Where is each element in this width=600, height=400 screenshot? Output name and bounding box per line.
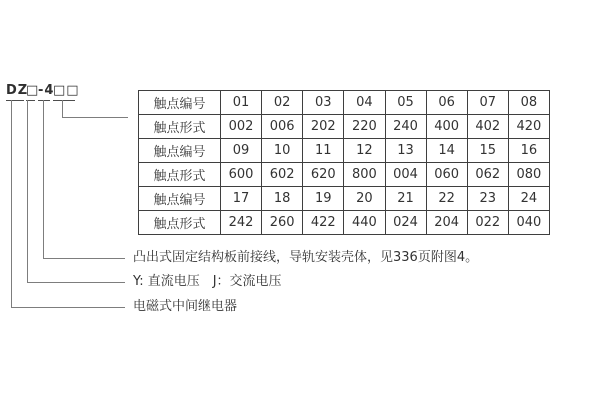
leader-hline-mounting [43, 258, 125, 259]
value-cell: 602 [262, 163, 303, 187]
model-code-structure: -4 [38, 83, 55, 98]
value-cell: 22 [426, 187, 467, 211]
annotation-voltage: Y: 直流电压 J：交流电压 [133, 274, 282, 289]
annotation-relay-type: 电磁式中间继电器 [133, 299, 238, 314]
table-row [139, 115, 550, 139]
leader-vline-voltage [27, 100, 28, 282]
contact-table [138, 90, 550, 235]
row-header-cell: 触点形式 [139, 115, 221, 139]
leader-vline-mounting [43, 100, 44, 258]
leader-hline-relay-type [11, 307, 125, 308]
leader-hline-voltage [27, 282, 125, 283]
leader-hline-contacts [62, 117, 128, 118]
value-cell: 204 [426, 211, 467, 235]
value-cell: 400 [426, 115, 467, 139]
value-cell: 080 [508, 163, 549, 187]
annotation-mounting: 凸出式固定结构板前接线，导轨安装壳体，见336页附图4。 [133, 250, 479, 265]
value-cell: 220 [344, 115, 385, 139]
value-cell: 04 [344, 91, 385, 115]
leader-vline-relay-type [11, 100, 12, 307]
value-cell: 02 [262, 91, 303, 115]
value-cell: 024 [385, 211, 426, 235]
value-cell: 242 [221, 211, 262, 235]
leader-vline-contacts [62, 100, 63, 117]
value-cell: 022 [467, 211, 508, 235]
value-cell: 03 [303, 91, 344, 115]
value-cell: 800 [344, 163, 385, 187]
row-header-cell: 触点编号 [139, 187, 221, 211]
value-cell: 240 [385, 115, 426, 139]
value-cell: 13 [385, 139, 426, 163]
table-row [139, 211, 550, 235]
row-header-cell: 触点编号 [139, 91, 221, 115]
value-cell: 17 [221, 187, 262, 211]
row-header-cell: 触点形式 [139, 163, 221, 187]
value-cell: 21 [385, 187, 426, 211]
value-cell: 14 [426, 139, 467, 163]
value-cell: 06 [426, 91, 467, 115]
value-cell: 260 [262, 211, 303, 235]
table-row [139, 139, 550, 163]
value-cell: 402 [467, 115, 508, 139]
table-row [139, 163, 550, 187]
value-cell: 040 [508, 211, 549, 235]
underline-structure [38, 100, 50, 101]
value-cell: 422 [303, 211, 344, 235]
value-cell: 15 [467, 139, 508, 163]
value-cell: 002 [221, 115, 262, 139]
row-header-cell: 触点形式 [139, 211, 221, 235]
table-row [139, 91, 550, 115]
value-cell: 19 [303, 187, 344, 211]
value-cell: 620 [303, 163, 344, 187]
value-cell: 062 [467, 163, 508, 187]
value-cell: 23 [467, 187, 508, 211]
model-code-series: DZ [6, 83, 29, 98]
value-cell: 09 [221, 139, 262, 163]
underline-series [6, 100, 24, 101]
value-cell: 18 [262, 187, 303, 211]
model-code-voltage-box: □ [26, 83, 40, 98]
value-cell: 006 [262, 115, 303, 139]
model-code-contact-boxes: □□ [53, 83, 80, 98]
value-cell: 11 [303, 139, 344, 163]
value-cell: 05 [385, 91, 426, 115]
value-cell: 10 [262, 139, 303, 163]
value-cell: 060 [426, 163, 467, 187]
underline-contact-boxes [53, 100, 75, 101]
value-cell: 420 [508, 115, 549, 139]
value-cell: 600 [221, 163, 262, 187]
value-cell: 24 [508, 187, 549, 211]
value-cell: 01 [221, 91, 262, 115]
contact-table-body [139, 91, 550, 235]
value-cell: 08 [508, 91, 549, 115]
value-cell: 202 [303, 115, 344, 139]
value-cell: 12 [344, 139, 385, 163]
value-cell: 004 [385, 163, 426, 187]
value-cell: 440 [344, 211, 385, 235]
value-cell: 07 [467, 91, 508, 115]
value-cell: 20 [344, 187, 385, 211]
row-header-cell: 触点编号 [139, 139, 221, 163]
value-cell: 16 [508, 139, 549, 163]
table-row [139, 187, 550, 211]
